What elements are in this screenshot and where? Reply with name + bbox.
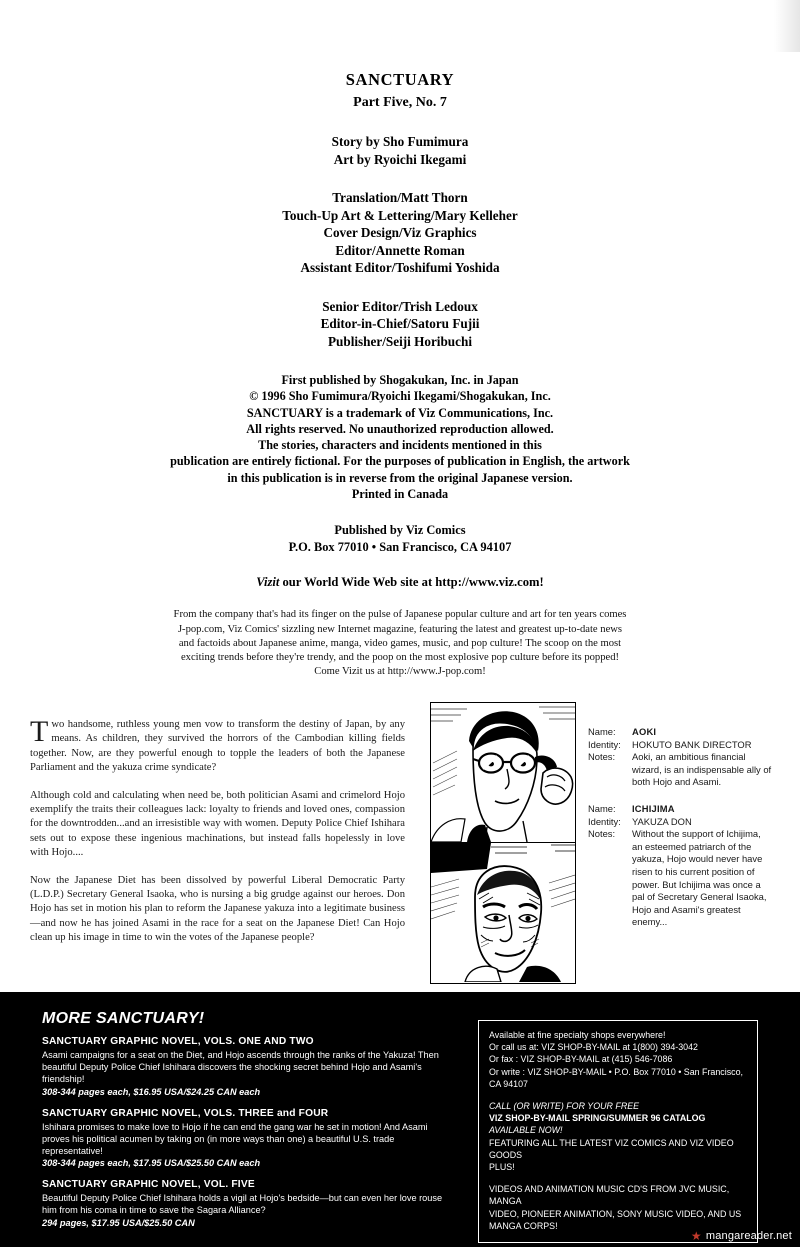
character-name: AOKI — [632, 726, 657, 737]
ad-product-description: Asami campaigns for a seat on the Diet, and Hojo ascends through the ranks of the Yakuza! Then beautiful Deputy Police Chief Ishihara discovers the shocking secret behind Hojo and Asami's friendship! — [42, 1050, 439, 1085]
character-name-row — [588, 726, 773, 739]
ad-availability-block — [489, 1029, 747, 1090]
watermark-text: mangareader.net — [705, 1230, 792, 1242]
ad-catalog-line: CALL (OR WRITE) FOR YOUR FREE — [489, 1101, 640, 1112]
ad-product-title: SANCTUARY GRAPHIC NOVEL, VOLS. THREE and FOUR — [42, 1107, 329, 1119]
legal-line: in this publication is in reverse from the original Japanese version. — [227, 470, 573, 485]
character-entry-aoki — [588, 726, 773, 789]
synopsis-paragraph: Now the Japanese Diet has been dissolved by powerful Liberal Democratic Party (L.D.P.) Secretary General Isaoka, who is nursing a big grudge against our heroes. Don Hojo has set in motion his plan to reform the Japanese yakuza into a legitimate business—and now he has joined Asami in the race for a seat on the Japanese Diet! Can Hojo clean up his image in time to win the votes of the Japanese people? — [30, 874, 405, 944]
credits-block — [0, 70, 800, 679]
executive-line: Publisher/Seiji Horibuchi — [328, 333, 472, 349]
series-title: SANCTUARY — [345, 70, 455, 89]
ad-availability-line: Available at fine specialty shops everywhere! — [489, 1030, 666, 1040]
identity-label: Identity: — [588, 815, 621, 827]
ad-product-item — [42, 1036, 452, 1097]
staff-line: Translation/Matt Thorn — [332, 190, 468, 205]
star-icon: ★ — [690, 1229, 702, 1243]
creators-group — [0, 133, 800, 168]
staff-line: Assistant Editor/Toshifumi Yoshida — [300, 260, 500, 275]
character-notes-row — [588, 751, 773, 789]
promo-line: and factoids about Japanese anime, manga, video games, music, and pop culture! The scoop on the most — [178, 637, 622, 649]
character-identity: YAKUZA DON — [632, 815, 692, 827]
promo-line: J-pop.com, Viz Comics' sizzling new Internet magazine, featuring the latest and greatest up-to-date news — [177, 623, 623, 635]
issue-subtitle: Part Five, No. 7 — [353, 95, 447, 110]
character-name-row — [588, 803, 773, 816]
character-entry-ichijima — [588, 803, 773, 929]
creator-line: Art by Ryoichi Ikegami — [333, 151, 467, 167]
staff-line: Cover Design/Viz Graphics — [323, 225, 477, 240]
ad-product-price: 294 pages, $17.95 USA/$25.50 CAN — [42, 1217, 195, 1228]
ad-catalog-block — [489, 1100, 747, 1173]
website-text: our World Wide Web site at http://www.viz.com! — [279, 575, 544, 590]
staff-group — [0, 189, 800, 277]
drop-cap: T — [30, 715, 49, 748]
legal-line: All rights reserved. No unauthorized reproduction allowed. — [246, 421, 554, 436]
character-name: ICHIJIMA — [632, 802, 675, 814]
ad-product-description: Ishihara promises to make love to Hojo if he can end the gang war he set in motion! And Asami proves his political acumen by taking on (in more ways than one) a beautiful U.S. trade representative! — [42, 1121, 428, 1157]
character-notes-text: Aoki, an ambitious financial wizard, is an indispensable ally of both Hojo and Asami. — [632, 751, 772, 788]
synopsis-text: wo handsome, ruthless young men vow to transform the destiny of Japan, by any means. As children, they survived the horrors of the Cambodian killing fields together. Now, are they powerful enough to topple the leaders of both the Japanese Parliament and the yakuza crime syndicate? — [30, 719, 405, 774]
publisher-address: P.O. Box 77010 • San Francisco, CA 94107 — [288, 539, 512, 554]
ad-plus-line: VIDEO, PIONEER ANIMATION, SONY MUSIC VIDEO, AND US — [489, 1208, 742, 1219]
promo-line: exciting trends before they're trendy, and the poop on the most explosive pop culture before its popped! — [180, 651, 620, 663]
executive-line: Editor-in-Chief/Satoru Fujii — [320, 316, 480, 331]
ad-ordering-box — [478, 1020, 758, 1243]
name-label: Name: — [588, 726, 616, 737]
synopsis-paragraph — [30, 715, 405, 776]
ad-plus-line: MANGA CORPS! — [489, 1220, 558, 1231]
promo-line: Come Vizit us at http://www.J-pop.com! — [314, 666, 486, 678]
promo-line: From the company that's had its finger on the pulse of Japanese popular culture and art for ten years comes — [173, 609, 627, 621]
character-identity: HOKUTO BANK DIRECTOR — [632, 738, 752, 750]
legal-line: publication are entirely fictional. For the purposes of publication in English, the artwork — [170, 454, 630, 469]
character-notes-text: Without the support of Ichijima, an esteemed patriarch of the yakuza, Hojo would never have risen to his current position of power. But Ichijima was once a pal of Secretary General Isaoka, Hojo and Asami's greatest enemy... — [632, 828, 767, 928]
aoki-illustration — [431, 703, 575, 842]
identity-label: Identity: — [588, 738, 621, 750]
publisher-group — [0, 522, 800, 555]
executives-group — [0, 298, 800, 351]
synopsis-paragraph: Although cold and calculating when need be, both politician Asami and crimelord Hojo exemplify the traits their colleagues lack: loyalty to friends and loved ones, compassion for the downtrodden...and an irresistible way with women. Deputy Police Chief Ishihara sets out to expose these ingenious machinations, but instead falls hopelessly in love with Hojo.... — [30, 789, 405, 859]
jpop-promo — [0, 608, 800, 679]
advertisement-block — [0, 992, 800, 1247]
ad-catalog-line: AVAILABLE NOW! — [489, 1125, 563, 1136]
vizit-word: Vizit — [256, 575, 280, 590]
legal-line: The stories, characters and incidents mentioned in this — [258, 438, 542, 453]
ad-product-item — [42, 1108, 452, 1169]
ad-catalog-line: FEATURING ALL THE LATEST VIZ COMICS AND VIZ VIDEO GOODS — [489, 1137, 734, 1160]
ad-product-item — [42, 1179, 452, 1227]
notes-label: Notes: — [588, 751, 616, 763]
character-identity-row — [588, 816, 773, 829]
executive-line: Senior Editor/Trish Ledoux — [322, 298, 478, 314]
ad-product-title: SANCTUARY GRAPHIC NOVEL, VOL. FIVE — [42, 1179, 255, 1191]
website-callout — [0, 575, 800, 590]
character-notes-row — [588, 828, 773, 929]
creator-line: Story by Sho Fumimura — [331, 134, 469, 149]
ad-headline: MORE SANCTUARY! — [42, 1010, 205, 1027]
artwork-panel-aoki — [431, 703, 575, 842]
ad-product-price: 308-344 pages each, $17.95 USA/$25.50 CAN each — [42, 1158, 261, 1169]
ad-product-description: Beautiful Deputy Police Chief Ishihara holds a vigil at Hojo's bedside—but can even her love rouse him from his coma in time to save the Sagara Alliance? — [42, 1193, 443, 1216]
ichijima-illustration — [431, 843, 575, 982]
page-edge-shading — [774, 0, 800, 52]
legal-line: First published by Shogakukan, Inc. in Japan — [281, 373, 519, 387]
character-identity-row — [588, 739, 773, 752]
publisher-line: Published by Viz Comics — [334, 523, 466, 538]
ad-product-list — [42, 1036, 452, 1239]
ad-catalog-line: VIZ SHOP-BY-MAIL SPRING/SUMMER 96 CATALOG — [489, 1113, 706, 1124]
ad-availability-line: Or write : VIZ SHOP-BY-MAIL • P.O. Box 77010 • San Francisco, — [489, 1066, 743, 1077]
character-artwork — [430, 702, 576, 984]
ad-plus-line: VIDEOS AND ANIMATION MUSIC CD'S FROM JVC MUSIC, MANGA — [489, 1184, 730, 1207]
staff-line: Touch-Up Art & Lettering/Mary Kelleher — [282, 207, 518, 223]
name-label: Name: — [588, 802, 616, 814]
ad-catalog-line: PLUS! — [489, 1162, 515, 1173]
ad-product-price: 308-344 pages each, $16.95 USA/$24.25 CAN each — [42, 1086, 261, 1097]
story-synopsis — [30, 715, 405, 946]
ad-availability-line: Or fax : VIZ SHOP-BY-MAIL at (415) 546-7086 — [489, 1054, 673, 1065]
notes-label: Notes: — [588, 828, 616, 840]
legal-group — [0, 372, 800, 502]
staff-line: Editor/Annette Roman — [335, 242, 465, 258]
character-notes — [588, 726, 773, 943]
artwork-panel-ichijima — [431, 843, 575, 982]
legal-line: Printed in Canada — [351, 487, 449, 502]
legal-line: © 1996 Sho Fumimura/Ryoichi Ikegami/Shogakukan, Inc. — [249, 389, 551, 404]
legal-line: SANCTUARY is a trademark of Viz Communications, Inc. — [246, 405, 554, 420]
ad-plus-block — [489, 1183, 747, 1232]
ad-availability-line: Or call us at: VIZ SHOP-BY-MAIL at 1(800) 394-3042 — [489, 1042, 698, 1053]
ad-product-title: SANCTUARY GRAPHIC NOVEL, VOLS. ONE AND TWO — [42, 1036, 314, 1047]
ad-availability-line: CA 94107 — [489, 1078, 528, 1089]
site-watermark — [691, 1229, 792, 1243]
